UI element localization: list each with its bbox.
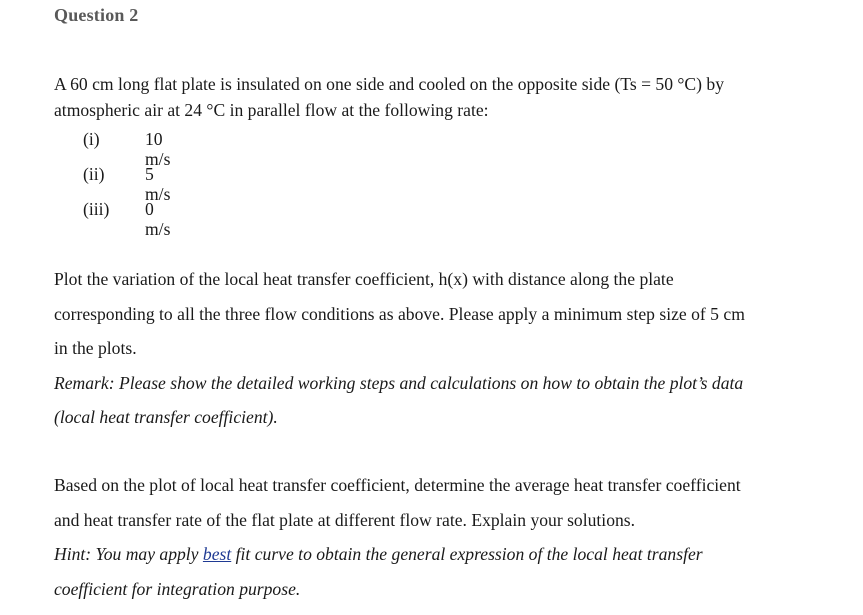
intro-line-2: atmospheric air at 24 °C in parallel flow at the following rate: <box>54 100 489 120</box>
flow-rate-number: (i) <box>83 129 100 149</box>
plot-task-line-1: Plot the variation of the local heat transfer coefficient, h(x) with distance along the plate <box>54 269 674 289</box>
average-task-line-1: Based on the plot of local heat transfer coefficient, determine the average heat transfer coefficient <box>54 475 741 495</box>
flow-rate-value: 5 m/s <box>145 164 171 204</box>
remark-line-2: (local heat transfer coefficient). <box>54 407 278 427</box>
hint-prefix: Hint: You may apply <box>54 544 203 564</box>
flow-rate-number: (ii) <box>83 164 105 184</box>
hint-line-1 <box>54 537 836 572</box>
average-task-paragraph <box>54 468 836 606</box>
plot-task-line-3: in the plots. <box>54 338 137 358</box>
average-task-line-2: and heat transfer rate of the flat plate at different flow rate. Explain your solutions. <box>54 509 636 530</box>
flow-rate-number: (iii) <box>83 199 110 219</box>
plot-task-paragraph <box>54 262 836 435</box>
plot-task-line-2: corresponding to all the three flow conditions as above. Please apply a minimum step size of 5 cm <box>54 303 745 324</box>
hint-line-2: coefficient for integration purpose. <box>54 578 301 599</box>
hint-suffix: fit curve to obtain the general expression of the local heat transfer <box>231 544 703 564</box>
best-link[interactable]: best <box>202 544 232 564</box>
flow-rate-value: 10 m/s <box>145 129 171 169</box>
remark-line-1: Remark: Please show the detailed working steps and calculations on how to obtain the plot’s data <box>54 372 744 393</box>
question-heading: Question 2 <box>54 5 139 25</box>
intro-line-1: A 60 cm long flat plate is insulated on one side and cooled on the opposite side (Ts = 50 °C) by <box>54 74 725 94</box>
problem-intro <box>54 71 836 123</box>
flow-rate-value: 0 m/s <box>145 199 171 239</box>
